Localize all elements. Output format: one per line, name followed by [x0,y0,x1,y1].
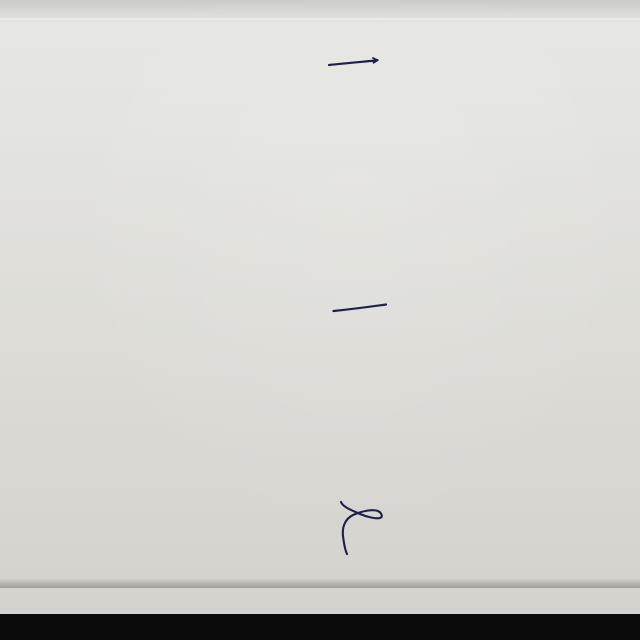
handwritten-two-drawing [334,494,388,560]
paper-bottom-shadow [0,578,640,588]
handwritten-two [334,494,388,560]
handwritten-one-top [322,52,384,74]
handwritten-one-middle [326,296,394,318]
handwritten-one-middle-stroke [334,305,387,312]
handwritten-two-stroke [341,502,382,554]
handwritten-one-top-stroke [329,60,378,65]
paper-fold-line [0,18,640,20]
dark-surface-strip [0,614,640,640]
paper-top-shadow [0,0,640,24]
handwritten-one-middle-drawing [326,296,394,318]
handwritten-one-top-drawing [322,52,384,74]
